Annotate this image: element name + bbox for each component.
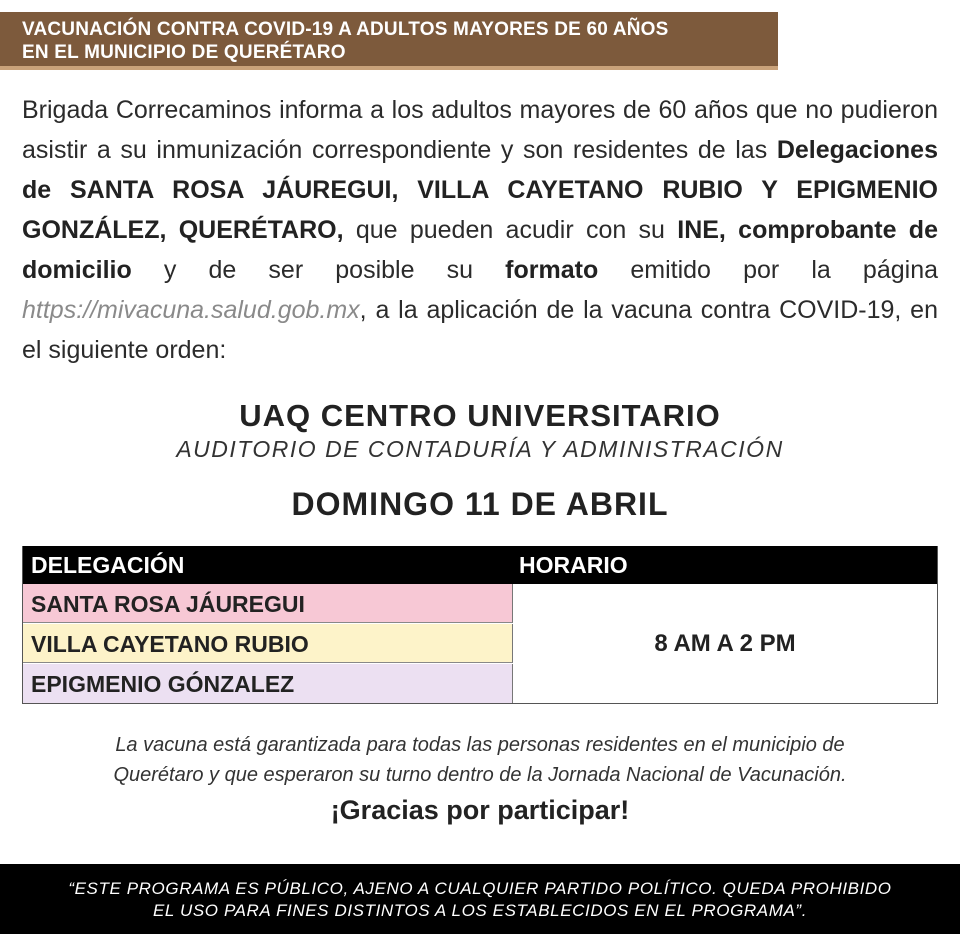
intro-text-4: emitido por la página xyxy=(598,256,938,284)
intro-text-5: , a la aplicación de la vacuna contra COVID-19, en el siguiente orden: xyxy=(22,296,938,364)
venue-title: UAQ CENTRO UNIVERSITARIO xyxy=(239,398,721,433)
header-delegacion: DELEGACIÓN xyxy=(31,552,185,578)
schedule-table xyxy=(22,546,938,704)
guarantee-note xyxy=(0,730,960,790)
intro-text-3: y de ser posible su xyxy=(131,256,506,284)
footer-line1: “ESTE PROGRAMA ES PÚBLICO, AJENO A CUALQUIER PARTIDO POLÍTICO. QUEDA PROHIBIDO xyxy=(68,879,892,898)
intro-paragraph xyxy=(22,90,938,370)
table-row-villa-cayetano: VILLA CAYETANO RUBIO xyxy=(23,624,513,663)
footer-line2: EL USO PARA FINES DISTINTOS A LOS ESTABLECIDOS EN EL PROGRAMA”. xyxy=(152,901,808,920)
table-row-epigmenio: EPIGMENIO GÓNZALEZ xyxy=(23,664,513,703)
event-date: DOMINGO 11 DE ABRIL xyxy=(291,486,669,522)
intro-delegaciones: Delegaciones de SANTA ROSA JÁUREGUI, VILLA CAYETANO RUBIO Y EPIGMENIO GONZÁLEZ, QUERÉTARO, xyxy=(22,136,938,244)
header-banner xyxy=(0,12,778,70)
banner-title-line2: EN EL MUNICIPIO DE QUERÉTARO xyxy=(22,42,346,63)
intro-text-2: que pueden acudir con su xyxy=(343,216,678,244)
intro-formato: formato xyxy=(505,256,599,284)
thanks-message: ¡Gracias por participar! xyxy=(330,795,630,825)
table-row-santa-rosa: SANTA ROSA JÁUREGUI xyxy=(23,584,513,623)
schedule-header xyxy=(23,546,937,584)
note-line1: La vacuna está garantizada para todas las personas residentes en el municipio de xyxy=(115,734,845,756)
schedule-hours: 8 AM A 2 PM xyxy=(654,629,796,657)
intro-documents: INE, comprobante de domicilio xyxy=(22,216,938,284)
header-horario: HORARIO xyxy=(519,552,628,578)
legal-footer xyxy=(0,864,960,934)
banner-title-line1: VACUNACIÓN CONTRA COVID-19 A ADULTOS MAYORES DE 60 AÑOS xyxy=(22,19,669,40)
intro-text-1: Brigada Correcaminos informa a los adultos mayores de 60 años que no pudieron asistir a su inmunización correspondiente y son residentes de las xyxy=(22,96,938,164)
intro-url-link[interactable]: https://mivacuna.salud.gob.mx xyxy=(22,296,360,324)
venue-subtitle: AUDITORIO DE CONTADURÍA Y ADMINISTRACIÓN xyxy=(176,436,784,462)
note-line2: Querétaro y que esperaron su turno dentro de la Jornada Nacional de Vacunación. xyxy=(113,764,847,786)
